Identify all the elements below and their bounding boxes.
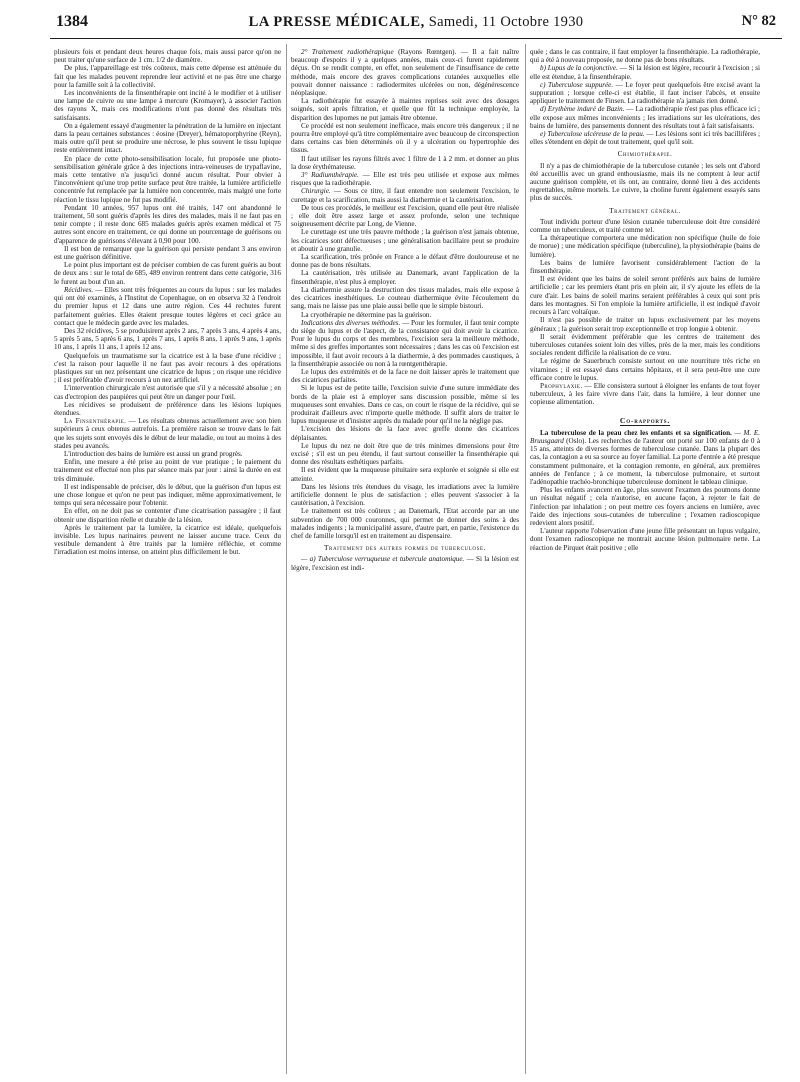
paragraph-text: Le lupus du nez ne doit être que de très minimes dimensions pour être excisé ; s'il est un peu étendu, il faut surtout conseiller la finsenthérapie qui donne des résultats esthétiques parfaits. bbox=[291, 441, 519, 467]
paragraph-text: — Les lésions sont ici très bacillifères ; elles s'étendent en dépit de tout traitement, quel qu'il soit. bbox=[530, 130, 760, 147]
paragraph-text: Dans les lésions très étendues du visage, les irradiations avec la lumière artificielle donnent le plus de satisfaction ; elles peuvent s'associer à la cautérisation, à l'excision. bbox=[291, 482, 519, 508]
paragraph bbox=[530, 48, 760, 64]
paragraph bbox=[530, 382, 760, 407]
paragraph bbox=[291, 171, 519, 187]
paragraph-text: — Si la lésion est légère, l'excision est indi- bbox=[291, 555, 519, 572]
paragraph bbox=[54, 458, 281, 483]
paragraph bbox=[530, 486, 760, 527]
paragraph bbox=[54, 64, 281, 89]
paragraph-text: Les inconvénients de la finsenthérapie ont incité à le modifier et à utiliser une lampe de cuivre ou une lampe à mercure (Kromayer), à associer l'action des rayons X, mais ces modifications n'ont pas donné des résultats très satisfaisants. bbox=[54, 89, 281, 122]
italic-subheading: 2° Traitement radiothérapique bbox=[301, 48, 394, 56]
paragraph bbox=[291, 425, 519, 441]
paragraph-text: Il n'est pas possible de traiter un lupus exclusivement par les moyens généraux ; la guérison serait trop exceptionnelle et trop longue à obtenir. bbox=[530, 316, 760, 333]
paragraph bbox=[530, 234, 760, 259]
paragraph bbox=[54, 48, 281, 64]
paragraph bbox=[530, 162, 760, 203]
paragraph-text: Le curettage est une très pauvre méthode ; la guérison n'est jamais obtenue, les cicatrices sont défectueuses ; une généralisation bacillaire peut se produire et aboutir à une granulie. bbox=[291, 228, 519, 253]
paragraph bbox=[530, 218, 760, 234]
paragraph bbox=[54, 401, 281, 417]
paragraph-text: Les récidives se produisent de préférence dans les lésions lupiques étendues. bbox=[54, 400, 281, 417]
paragraph-text: (Rayons Rœntgen). — Il a fait naître beaucoup d'espoirs il y a quelques années, mais ceux-ci furent rapidement déçus. On se rendit compte, en effet, non seulement de l'insuffisance de cette méthode, mais encore des graves complications cutanées auxquelles elle pouvait donner naissance : radiodermites ulcérées ou non, dégénérescence néoplasique. bbox=[291, 48, 519, 98]
paragraph-text: L'auteur rapporte l'observation d'une jeune fille présentant un lupus vulgaire, dont l'examen radioscopique ne montrait aucune lésion pulmonaire nette. La réaction de Pirquet était positive ; elle bbox=[530, 527, 760, 552]
paragraph-text: Ce procédé est non seulement inefficace, mais encore très dangereux ; il ne pourra être employé qu'à titre complémentaire avec beaucoup de circonspection dans certains cas bien déterminés où il y a ulcération ou hypertrophie des tissus. bbox=[291, 121, 519, 155]
paragraph-text: (Oslo). Les recherches de l'auteur ont porté sur 100 enfants de 0 à 15 ans, atteints de diverses formes de tuberculose cutanée. Dans la plupart des cas, la contagion a eu sa source au foyer familial. La porte d'entrée a été presque constamment pulmonaire, et la contagion remonte, en général, aux premières années de l'enfance ; à ce moment, la tuberculose pulmonaire, et surtout l'adénopathie trachéo-bronchique tuberculeuse dominent le tableau clinique. bbox=[530, 436, 760, 486]
paragraph-text: En effet, on ne doit pas se contenter d'une cicatrisation passagère ; il faut obtenir une disparition réelle et durable de la lésion. bbox=[54, 507, 281, 524]
italic-subheading: d) Erythème induré de Bazin. bbox=[540, 105, 625, 114]
paragraph-text: La diathermie assure la destruction des tissus malades, mais elle expose à des cicatrices inesthétiques. Le couteau diathermique évite l'écoulement du sang, mais ne laisse pas une plaie aussi belle que le simple bistouri. bbox=[291, 285, 519, 311]
paragraph-text: L'excision des lésions de la face avec greffe donne des cicatrices déplaisantes. bbox=[291, 425, 519, 442]
paragraph bbox=[530, 259, 760, 275]
paragraph bbox=[291, 228, 519, 253]
paragraph bbox=[291, 384, 519, 425]
column-rule bbox=[525, 44, 526, 1074]
paragraph-text: — Les résultats obtenus actuellement avec son bien supérieurs à ceux obtenus autrefois. La première raison se trouve dans le fait que les sujets sont envoyés dès le début de leur maladie, ou tout au moins à des stades peu avancés. bbox=[54, 417, 281, 450]
journal-name: LA PRESSE MÉDICALE, bbox=[248, 14, 425, 30]
italic-subheading: b) Lupus de la conjonctive. bbox=[540, 64, 618, 73]
paragraph-text: Après le traitement par la lumière, la cicatrice est idéale, quelquefois invisible. Les lupus narinaires peuvent ne laisser aucune trace. Ceux du vestibule demandent à être traités par la lumière réfléchie, et comme l'irradiation est moins intense, on atteint plus difficilement le but. bbox=[54, 523, 281, 557]
paragraph-text: plusieurs fois et pendant deux heures chaque fois, mais aussi parce qu'on ne peut traiter qu'une surface de 1 cm. 1/2 de diamètre. bbox=[54, 48, 281, 65]
paragraph-text: Tout individu porteur d'une lésion cutanée tuberculeuse doit être considéré comme un tuberculeux, et traité comme tel. bbox=[530, 217, 760, 235]
paragraph bbox=[291, 97, 519, 122]
paragraph-text: De tous ces procédés, le meilleur est l'excision, quand elle peut être réalisée ; elle doit être assez large et assez profonde, selon une technique soigneusement décrite par Long, de Vienne. bbox=[291, 203, 519, 229]
paragraph-text: — Pour les formuler, il faut tenir compte du siège du lupus et de l'aspect, de la consistance qui doit avoir la cicatrice. Pour le lupus du corps et des membres, l'excision sera la meilleure méthode, même si des greffes importantes sont nécessaires ; dans les cas où l'excision est impossible, il faut avoir recours à la diathermie, à des pommades caustiques, à la finsenthérapie associée ou non à la rœntgenthérapie. bbox=[291, 318, 519, 368]
paragraph-text: Il serait évidemment préférable que les centres de traitement des tuberculoses cutanées soient loin des villes, près de la mer, mais les conditions sociales rendent difficile la réalisation de ce vœu. bbox=[530, 332, 760, 358]
paragraph-text: De plus, l'appareillage est très coûteux, mais cette dépense est atténuée du fait que les malades peuvent reprendre leur activité et ne pas être une charge pour la famille soit à la collectivité. bbox=[54, 64, 281, 89]
paragraph bbox=[54, 155, 281, 204]
italic-subheading: — M. E. Bruusgaard bbox=[530, 428, 760, 445]
paragraph-text: L'intervention chirurgicale n'est autorisée que s'il y a nécessité absolue ; en cas d'ectropion des paupières qui peut être un danger pour l'œil. bbox=[54, 384, 281, 401]
paragraph bbox=[54, 524, 281, 557]
running-header bbox=[50, 12, 782, 39]
paragraph-text: La cautérisation, très utilisée au Danemark, avant l'application de la finsenthérapie, n'est plus à employer. bbox=[291, 269, 519, 286]
paragraph bbox=[54, 286, 281, 327]
section-heading: Traitement des autres formes de tuberculose. bbox=[323, 543, 487, 553]
paragraph-text: Le lupus des extrémités et de la face ne doit laisser après le traitement que des cicatrices parfaites. bbox=[291, 367, 519, 385]
paragraph bbox=[54, 204, 281, 245]
paragraph-text: — Elle consistera surtout à éloigner les enfants de tout foyer tuberculeux, à les faire vivre dans l'air, dans la lumière, à leur donner une copieuse alimentation. bbox=[530, 381, 760, 407]
paragraph-text: En place de cette photo-sensibilisation locale, fut proposée une photo-sensibilisation générale grâce à des injections intra-veineuses de trypaflavine, mais cette tentative n'a jusqu'ici donné aucun résultat. Pour obvier à l'inconvénient qu'une trop petite surface peut être traitée, la lumière artificielle concentrée fut remplacée par la lumière non concentrée, mais malgré une forte réaction le tissu lupique ne fut pas modifié. bbox=[54, 154, 281, 204]
paragraph-text: — Sous ce titre, il faut entendre non seulement l'excision, le curettage et la scarification, mais aussi la diathermie et la cautérisation. bbox=[291, 187, 519, 204]
text-column-1 bbox=[54, 48, 281, 1073]
italic-subheading: — a) Tuberculose verruqueuse et tubercule anatomique. bbox=[301, 555, 465, 564]
paragraph-text: Le traitement est très coûteux ; au Danemark, l'Etat accorde par an une subvention de 700 000 couronnes, qui permet de donner des soins à des malades indigents ; la municipalité assure, d'autre part, en partie, l'existence du chef de famille lorsqu'il est en traitement au dispensaire. bbox=[291, 507, 519, 540]
paragraph bbox=[530, 527, 760, 552]
paragraph bbox=[530, 316, 760, 332]
paragraph-text: Il faut utiliser les rayons filtrés avec 1 filtre de 1 à 2 mm. et donner au plus la dose érythémateuse. bbox=[291, 154, 519, 171]
paragraph bbox=[530, 81, 760, 106]
issue-date: Samedi, 11 Octobre 1930 bbox=[428, 14, 584, 30]
paragraph-text: Quelquefois un traumatisme sur la cicatrice est à la base d'une récidive ; c'est la raison pour laquelle il ne faut pas avoir recours à des opérations plastiques sur un nez présentant une cicatrice de lupus ; on risque une récidive ; il est préférable d'avoir recours à un nez artificiel. bbox=[54, 351, 281, 385]
paragraph bbox=[291, 319, 519, 368]
paragraph bbox=[530, 105, 760, 130]
paragraph-text: La radiothérapie fut essayée à maintes reprises soit avec des dosages soignés, soit après filtration, et quelle que fût la technique employée, la disparition des lupomes ne put jamais être obtenue. bbox=[291, 97, 519, 122]
paragraph-text: La scarification, très prônée en France a le défaut d'être douloureuse et ne donne pas de bons résultats. bbox=[291, 253, 519, 270]
paragraph bbox=[54, 384, 281, 400]
issue-number: N° 82 bbox=[741, 13, 776, 29]
paragraph bbox=[54, 483, 281, 508]
page-number: 1384 bbox=[56, 13, 88, 30]
paragraph bbox=[54, 122, 281, 155]
paragraph bbox=[54, 352, 281, 385]
paragraph-text: Plus les enfants avancent en âge, plus souvent l'examen des poumons donne un résultat négatif ; cela n'autorise, en aucune façon, à rejeter le fait de l'infection par inhalation ; on peut mettre ces foyers anciens en lumière, avec l'aide des injections sous-cutanées de tuberculine ; l'examen radioscopique redevient alors positif. bbox=[530, 486, 760, 527]
paragraph-text: Le point plus important est de préciser combien de cas furent guéris au bout de deux ans : sur le total de 685, 489 environ rentrent dans cette catégorie, 316 le furent au bout d'un an. bbox=[54, 261, 281, 286]
report-title: La tuberculose de la peau chez les enfants et sa signification. bbox=[540, 428, 732, 437]
paragraph bbox=[530, 130, 760, 146]
paragraph-text: — Elles sont très fréquentes au cours du lupus : sur les malades qui ont été examinés, à l'Institut de Copenhague, on en observa 32 à l'endroit du premier lupus et 12 dans une autre région. Ces 44 rechutes furent parfaitement guéries. Elles étaient presque toutes légères et ceci grâce au contact que le médecin garde avec les malades. bbox=[54, 285, 281, 327]
paragraph bbox=[54, 261, 281, 286]
paragraph bbox=[530, 357, 760, 382]
co-rapports-label: Co-rapports. bbox=[619, 415, 671, 425]
text-column-3 bbox=[530, 48, 760, 1073]
paragraph bbox=[291, 269, 519, 285]
paragraph-text: Il est bon de remarquer que la guérison qui persiste pendant 3 ans environ est une guérison définitive. bbox=[54, 244, 281, 262]
paragraph bbox=[291, 507, 519, 540]
column-rule bbox=[286, 44, 287, 1074]
paragraph-text: Il est indispensable de préciser, dès le début, que la guérison d'un lupus est une chose longue et qu'on ne peut pas indiquer, même approximativement, le temps qui sera nécessaire pour l'obtenir. bbox=[54, 482, 281, 508]
paragraph-text: — Si la lésion est légère, recourir à l'excision ; si elle est étendue, à la finsenthérapie. bbox=[530, 64, 760, 81]
paragraph bbox=[54, 245, 281, 261]
paragraph bbox=[291, 204, 519, 229]
paragraph bbox=[291, 48, 519, 97]
paragraph bbox=[291, 442, 519, 467]
paragraph-text: Il est évident que les bains de soleil seront préférés aux bains de lumière artificielle ; car les premiers étant pris en plein air, il s'y ajoute les effets de la cure d'air. Les bains de soleil marins seraient préférables à ceux qui sont pris dans les montagnes. Si l'on emploie la lumière artificielle, il est indiqué d'avoir recours à l'arc voltaïque. bbox=[530, 275, 760, 317]
paragraph-text: Les bains de lumière favorisent considérablement l'action de la finsenthérapie. bbox=[530, 258, 760, 276]
paragraph-text: — Elle est très peu utilisée et expose aux mêmes risques que la radiothérapie. bbox=[291, 171, 519, 188]
paragraph bbox=[54, 327, 281, 352]
paragraph bbox=[291, 555, 519, 571]
paragraph bbox=[530, 333, 760, 358]
paragraph bbox=[54, 507, 281, 523]
paragraph-text: Enfin, une mesure a été prise au point de vue pratique ; le paiement du traitement est effectué non plus par séance mais par jour : ainsi la durée en est très diminuée. bbox=[54, 458, 281, 483]
run-in-heading: La Finsenthérapie. bbox=[64, 417, 127, 426]
paragraph bbox=[54, 89, 281, 122]
paragraph-text: L'introduction des bains de lumière est aussi un grand progrès. bbox=[64, 449, 243, 458]
italic-subheading: c) Tuberculose suppurée. bbox=[540, 80, 614, 89]
paragraph-text: La thérapeutique comportera une médication non spécifique (huile de foie de morue) ; une médication spécifique (tuberculine), la physiothérapie (bains de lumière). bbox=[530, 234, 760, 259]
paragraph-text: Si le lupus est de petite taille, l'excision suivie d'une suture immédiate des bords de la plaie est à employer sans discussion possible, même si les muqueuses sont envahies. Dans ce cas, on court le risque de la récidive, qui se produirait d'ailleurs avec n'importe quelle méthode. Il suffit alors de traiter le lupus muqueuse et d'insister auprès du malade pour qu'il ne la néglige pas. bbox=[291, 384, 519, 426]
section-heading: Traitement général. bbox=[609, 205, 681, 215]
paragraph bbox=[530, 275, 760, 316]
paragraph-text: Pendant 10 années, 957 lupus ont été traités, 147 ont abandonné le traitement, 50 sont guéris d'après les dires des malades, mais il ne faut pas en tenir compte ; il reste donc 685 malades guéris après examen médical et 75 autres sont encore en traitement, ce qui donne un pourcentage de guérisons ou d'apparence de guérisons s'élevant à 0,90 pour 100. bbox=[54, 203, 281, 245]
paragraph bbox=[291, 122, 519, 155]
paragraph-text: On a également essayé d'augmenter la pénétration de la lumière en injectant dans la peau certaines substances : éosine (Dreyer), hématoporphyrine (Reyn), mais outre qu'il peut se produire une nécrose, le plus souvent le tissu lupique reste entièrement intact. bbox=[54, 121, 281, 155]
paragraph bbox=[54, 417, 281, 450]
paragraph-text: Le régime de Sauerbruch consiste surtout en une nourriture très riche en vitamines ; il est essayé dans certains hôpitaux, et il sera peut-être une cure efficace contre le lupus. bbox=[530, 357, 760, 382]
paragraph-text: — Le foyer peut quelquefois être excisé avant la suppuration ; lorsque celle-ci est établie, il faut inciser l'abcès, et ensuite appliquer le traitement de Finsen. La radiothérapie n'a jamais rien donné. bbox=[530, 80, 760, 106]
journal-title-line bbox=[50, 14, 782, 31]
paragraph-text: quée ; dans le cas contraire, il faut employer la finsenthérapie. La radiothérapie, qui a été à nouveau proposée, ne donne pas de bons résultats. bbox=[530, 48, 760, 65]
co-rapports-heading bbox=[530, 417, 760, 425]
paragraph-text: Des 32 récidives, 5 se produisirent après 2 ans, 7 après 3 ans, 4 après 4 ans, 5 après 5 ans, 5 après 6 ans, 1 après 7 ans, 1 après 8 ans, 1 après 9 ans, 1 après 10 ans, 1 après 11 ans, 1 après 12 ans. bbox=[54, 326, 281, 352]
italic-subheading: Récidives. bbox=[64, 285, 94, 294]
paragraph-text: — La radiothérapie n'est pas plus efficace ici ; elle expose aux mêmes inconvénients ; les irradiations sur les ulcérations, des bains de lumière, des pansements donnent des résultats tout à fait satisfaisants. bbox=[530, 105, 760, 130]
paragraph bbox=[291, 483, 519, 508]
paragraph-text: Il est évident que la muqueuse pituitaire sera explorée et soignée si elle est atteinte. bbox=[291, 466, 519, 483]
italic-subheading: e) Tuberculose ulcéreuse de la peau. bbox=[540, 130, 645, 139]
section-heading: Chimiothérapie. bbox=[617, 149, 673, 159]
paragraph bbox=[291, 253, 519, 269]
paragraph bbox=[291, 368, 519, 384]
italic-subheading: Indications des diverses méthodes. bbox=[301, 318, 401, 327]
paragraph bbox=[291, 155, 519, 171]
paragraph-text: La cryothérapie ne détermine pas la guérison. bbox=[301, 310, 432, 319]
run-in-heading: Prophylaxie. bbox=[540, 381, 583, 390]
paragraph bbox=[530, 64, 760, 80]
paragraph bbox=[291, 466, 519, 482]
italic-subheading: Chirurgie. bbox=[301, 187, 331, 196]
italic-subheading: 3° Radiumthérapie. bbox=[301, 171, 359, 180]
paragraph-text: Il n'y a pas de chimiothérapie de la tuberculose cutanée ; les sels ont d'abord été accueillis avec un grand enthousiasme, mais ils ne comptent à leur actif aucune guérison complète, et ils ont, au contraire, donné lieu à des accidents regrettables, même mortels. Le cuivre, la choline furent également essayés sans plus de succès. bbox=[530, 161, 760, 203]
paragraph bbox=[291, 311, 519, 319]
paragraph bbox=[54, 450, 281, 458]
paragraph bbox=[530, 429, 760, 486]
text-column-2 bbox=[291, 48, 519, 1073]
paragraph bbox=[291, 187, 519, 203]
paragraph bbox=[291, 286, 519, 311]
